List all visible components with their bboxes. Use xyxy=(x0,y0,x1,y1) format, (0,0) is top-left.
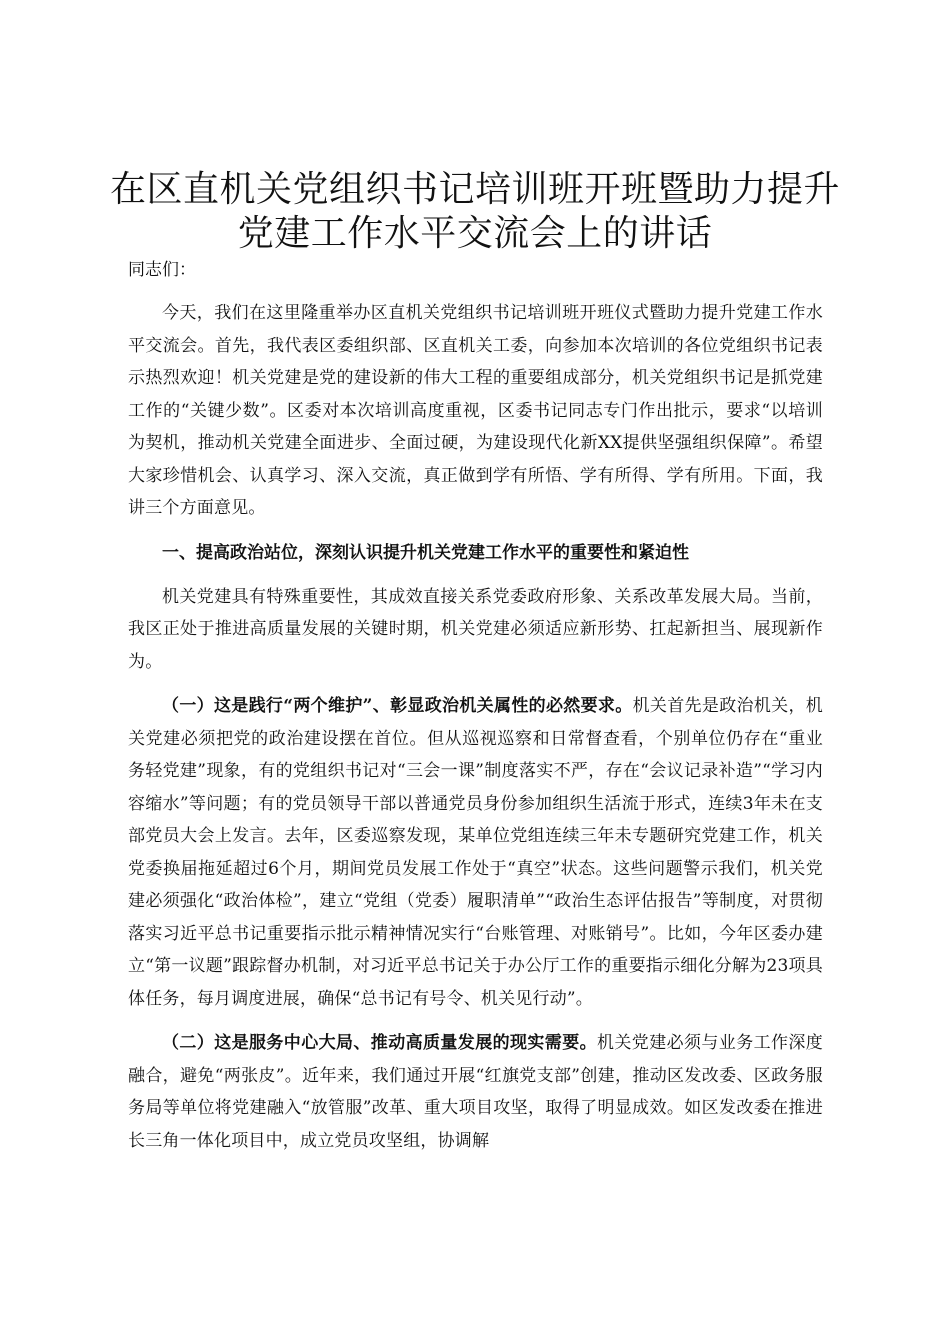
salutation: 同志们： xyxy=(128,260,196,280)
title-line-2: 党建工作水平交流会上的讲话 xyxy=(237,213,713,254)
paragraph-section-1: 机关党建具有特殊重要性，其成效直接关系党委政府形象、关系改革发展大局。当前，我区正处于推进高质量发展的关键时期，机关党建必须适应新形势、扛起新担当、展现新作为。 xyxy=(128,586,823,672)
section-heading-1: 一、提高政治站位，深刻认识提升机关党建工作水平的重要性和紧迫性 xyxy=(162,542,689,563)
paragraph-point-2 xyxy=(128,1027,823,1157)
document-body xyxy=(128,297,823,1169)
point-1-text: 机关首先是政治机关，机关党建必须把党的政治建设摆在首位。但从巡视巡察和日常督查看，个别单位仍存在“重业务轻党建”现象，有的党组织书记对“三会一课”制度落实不严，存在“会议记录补造”“学习内容缩水”等问题；有的党员领导干部以普通党员身份参加组织生活流于形式，连续3年未在支部党员大会上发言。去年，区委巡察发现，某单位党组连续三年未专题研究党建工作，机关党委换届拖延超过6个月，期间党员发展工作处于“真空”状态。这些问题警示我们，机关党建必须强化“政治体检”，建立“党组（党委）履职清单”“政治生态评估报告”等制度，对贯彻落实习近平总书记重要指示批示精神情况实行“台账管理、对账销号”。比如，今年区委办建立“第一议题”跟踪督办机制，对习近平总书记关于办公厅工作的重要指示细化分解为23项具体任务，每月调度进展，确保“总书记有号令、机关见行动”。 xyxy=(128,696,823,1009)
paragraph-intro: 今天，我们在这里隆重举办区直机关党组织书记培训班开班仪式暨助力提升党建工作水平交流会。首先，我代表区委组织部、区直机关工委，向参加本次培训的各位党组织书记表示热烈欢迎！机关党建是党的建设新的伟大工程的重要组成部分，机关党组织书记是抓党建工作的“关键少数”。区委对本次培训高度重视，区委书记同志专门作出批示，要求“以培训为契机，推动机关党建全面进步、全面过硬，为建设现代化新XX提供坚强组织保障”。希望大家珍惜机会、认真学习、深入交流，真正做到学有所悟、学有所得、学有所用。下面，我讲三个方面意见。 xyxy=(128,303,823,518)
point-2-text: 机关党建必须与业务工作深度融合，避免“两张皮”。近年来，我们通过开展“红旗党支部”创建，推动区发改委、区政务服务局等单位将党建融入“放管服”改革、重大项目攻坚，取得了明显成效。如区发改委在推进长三角一体化项目中，成立党员攻坚组，协调解 xyxy=(128,1033,823,1151)
title-line-1: 在区直机关党组织书记培训班开班暨助力提升 xyxy=(109,169,840,210)
point-2-lead: （二）这是服务中心大局、推动高质量发展的现实需要。 xyxy=(162,1033,597,1053)
paragraph-point-1 xyxy=(128,690,823,1015)
document-title xyxy=(100,168,850,256)
point-1-lead: （一）这是践行“两个维护”、彰显政治机关属性的必然要求。 xyxy=(162,696,633,716)
